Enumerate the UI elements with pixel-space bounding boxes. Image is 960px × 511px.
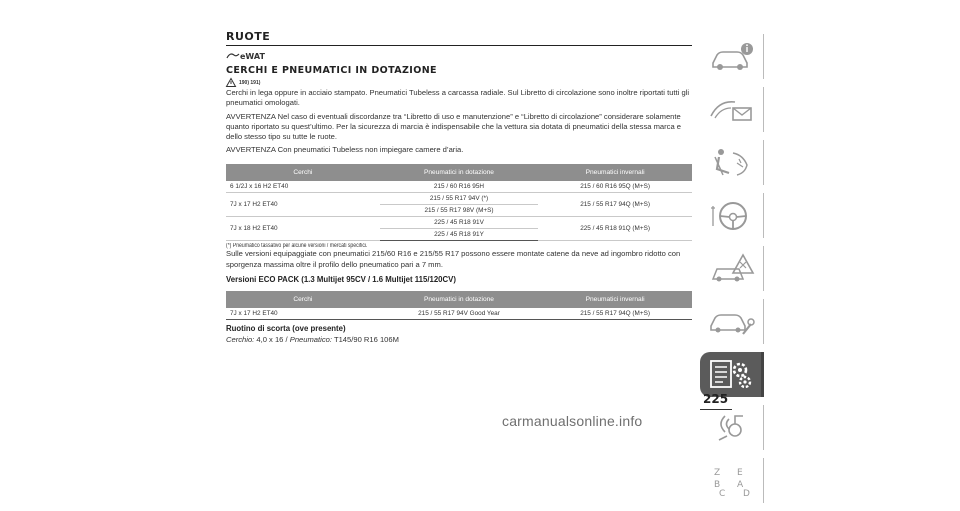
tech-specs-icon	[706, 357, 756, 393]
tyre-table	[226, 164, 692, 242]
page-number-rule	[700, 409, 732, 410]
watermark-text: carmanualsonline.info	[502, 413, 643, 429]
tab-maintenance[interactable]	[700, 299, 764, 344]
eco-pack-title: Versioni ECO PACK (1.3 Multijet 95CV / 1.6 Multijet 115/120CV)	[226, 274, 456, 284]
svg-text:B: B	[713, 479, 720, 490]
table-header-row	[226, 164, 692, 181]
ewat-logo-icon	[226, 50, 265, 61]
reference-numbers: 190) 191)	[239, 79, 261, 86]
spare-wheel-title: Ruotino di scorta (ove presente)	[226, 324, 346, 334]
svg-text:A: A	[736, 479, 743, 490]
header-invernali: Pneumatici invernali	[538, 291, 692, 308]
header-cerchi: Cerchi	[226, 164, 380, 181]
airbag-seat-icon	[707, 145, 757, 181]
header-cerchi: Cerchi	[226, 291, 380, 308]
tab-emergency[interactable]	[700, 246, 764, 291]
multimedia-icon	[707, 410, 757, 446]
index-icon	[707, 463, 757, 499]
cell-cerchi: 7J x 17 H2 ET40	[226, 193, 380, 217]
cell-dotazione: 215 / 60 R16 95H	[380, 181, 538, 193]
cell-invernali: 215 / 60 R16 95Q (M+S)	[538, 181, 692, 193]
svg-text:C: C	[718, 488, 725, 499]
section-title: RUOTE	[226, 30, 271, 43]
document-body	[226, 30, 692, 346]
chapter-sidebar	[700, 34, 767, 511]
spare-wheel-spec	[226, 335, 692, 345]
svg-text:D: D	[742, 488, 750, 499]
steering-wheel-icon	[707, 198, 757, 234]
subsection-title: CERCHI E PNEUMATICI IN DOTAZIONE	[226, 65, 437, 76]
header-dotazione: Pneumatici in dotazione	[380, 164, 538, 181]
reference-row	[226, 77, 692, 88]
cell-dotazione: 215 / 55 R17 94V (*)	[380, 193, 538, 205]
dashboard-mail-icon	[707, 92, 757, 128]
tab-dashboard[interactable]	[700, 87, 764, 132]
svg-text:E: E	[736, 467, 743, 478]
table-row	[226, 308, 692, 320]
header-dotazione: Pneumatici in dotazione	[380, 291, 538, 308]
chains-note: Sulle versioni equipaggiate con pneumatici 215/60 R16 e 215/55 R17 possono essere montate catene da neve ad ingombro ridotto con sporgenza massima oltre il profilo dello pneumatico pari a 7 mm.	[226, 249, 681, 269]
cell-invernali: 225 / 45 R18 91Q (M+S)	[538, 217, 692, 241]
cell-dotazione: 215 / 55 R17 98V (M+S)	[380, 205, 538, 217]
table-row	[226, 193, 692, 205]
car-wrench-icon	[707, 304, 757, 340]
tab-index[interactable]	[700, 458, 764, 503]
tab-driving[interactable]	[700, 193, 764, 238]
tab-safety[interactable]	[700, 140, 764, 185]
brand-logo-text: eWAT	[240, 51, 265, 61]
cell-invernali: 215 / 55 R17 94Q (M+S)	[538, 193, 692, 217]
header-invernali: Pneumatici invernali	[538, 164, 692, 181]
title-rule	[226, 45, 692, 46]
warning-triangle-icon	[707, 251, 757, 287]
intro-paragraph-1: Cerchi in lega oppure in acciaio stampato. Pneumatici Tubeless a carcassa radiale. Sul Libretto di circolazione sono inoltre riportati tutti gli pneumatici omologati.	[226, 88, 690, 108]
pneumatico-label: Pneumatico:	[289, 335, 332, 345]
car-info-icon	[707, 39, 757, 75]
table-header-row	[226, 291, 692, 308]
cell-dotazione: 225 / 45 R18 91Y	[380, 229, 538, 241]
cell-dotazione: 225 / 45 R18 91V	[380, 217, 538, 229]
table-row	[226, 217, 692, 229]
cerchio-value: 4,0 x 16 /	[254, 335, 290, 345]
cell-dotazione: 215 / 55 R17 94V Good Year	[380, 308, 538, 320]
cell-cerchi: 7J x 17 H2 ET40	[226, 308, 380, 320]
table-row	[226, 181, 692, 193]
pneumatico-value: T145/90 R16 106M	[331, 335, 399, 345]
tab-car-info[interactable]	[700, 34, 764, 79]
cell-invernali: 215 / 55 R17 94Q (M+S)	[538, 308, 692, 320]
brand-logo	[226, 49, 692, 61]
warning-triangle-icon	[226, 78, 236, 87]
cell-cerchi: 6 1/2J x 16 H2 ET40	[226, 181, 380, 193]
intro-paragraph-2: AVVERTENZA Nel caso di eventuali discordanze tra “Libretto di uso e manutenzione” e “Libretto di circolazione” considerare solamente quanto riportato su quest’ultimo. Per la sicurezza di marcia è indispensabile che la vettura sia dotata di pneumatici della stessa marca e dello stesso tipo su tutte le ruote.	[226, 111, 682, 142]
intro-paragraph-3: AVVERTENZA Con pneumatici Tubeless non impiegare camere d’aria.	[226, 145, 464, 155]
page-number: 225	[703, 392, 729, 406]
svg-text:Z: Z	[713, 467, 720, 478]
tab-technical-specs[interactable]	[700, 352, 764, 397]
cerchio-label: Cerchio:	[226, 335, 255, 345]
eco-tyre-table	[226, 291, 692, 321]
cell-cerchi: 7J x 18 H2 ET40	[226, 217, 380, 241]
table-footnote: (*) Pneumatico tassativo per alcune versioni / mercati specifici.	[226, 243, 368, 250]
tab-multimedia[interactable]	[700, 405, 764, 450]
